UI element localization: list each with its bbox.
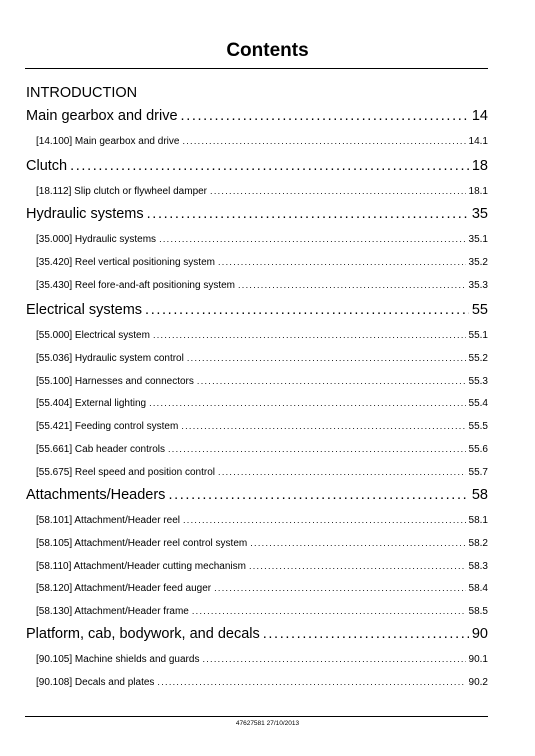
section-page-number: 58.4 (468, 583, 488, 595)
section-title: [58.110] Attachment/Header cutting mechanism (36, 560, 246, 572)
bottom-rule (25, 716, 488, 717)
section-page-number: 55.4 (468, 398, 488, 410)
dot-leader (183, 515, 466, 526)
toc-chapter-entry[interactable] (26, 626, 488, 646)
dot-leader (218, 467, 466, 478)
toc-section-entry[interactable] (26, 186, 488, 200)
toc-chapter-entry[interactable] (26, 302, 488, 322)
toc-chapter-entry[interactable] (26, 206, 488, 226)
toc-section-entry[interactable] (26, 330, 488, 344)
chapter-title: Hydraulic systems (26, 206, 144, 222)
toc-section-entry[interactable] (26, 257, 488, 271)
intro-heading: INTRODUCTION (26, 85, 138, 101)
toc-section-entry[interactable] (26, 561, 488, 575)
dot-leader (168, 444, 466, 455)
chapter-page-number: 55 (471, 302, 488, 318)
section-page-number: 55.6 (468, 444, 488, 455)
dot-leader (157, 677, 465, 688)
dot-leader (249, 561, 466, 572)
section-title: [55.404] External lighting (36, 398, 147, 410)
dot-leader (149, 398, 465, 409)
section-title: [55.100] Harnesses and connectors (36, 375, 194, 387)
toc-section-entry[interactable] (26, 467, 488, 481)
toc-chapter-entry[interactable] (26, 108, 488, 128)
section-page-number: 55.7 (468, 466, 488, 478)
chapter-page-number: 58 (471, 487, 488, 503)
section-page-number: 35.3 (468, 279, 488, 291)
chapter-page-number: 35 (471, 206, 488, 222)
section-title: [90.105] Machine shields and guards (36, 654, 200, 665)
section-title: [90.108] Decals and plates (36, 676, 155, 688)
dot-leader (238, 280, 466, 291)
dot-leader (197, 376, 466, 387)
section-page-number: 18.1 (468, 186, 488, 197)
toc-section-entry[interactable] (26, 398, 488, 412)
dot-leader (147, 206, 469, 222)
section-page-number: 55.2 (468, 352, 488, 364)
section-page-number: 58.2 (468, 537, 488, 549)
toc-section-entry[interactable] (26, 654, 488, 668)
dot-leader (202, 654, 465, 665)
section-page-number: 90.1 (468, 654, 488, 665)
toc-chapter-entry[interactable] (26, 487, 488, 507)
toc-section-entry[interactable] (26, 538, 488, 552)
chapter-title: Electrical systems (26, 302, 143, 318)
chapter-title: Attachments/Headers (26, 487, 166, 503)
section-page-number: 55.5 (468, 421, 488, 433)
section-page-number: 58.3 (468, 560, 488, 572)
section-page-number: 55.3 (468, 375, 488, 387)
dot-leader (182, 136, 465, 147)
section-page-number: 58.1 (468, 515, 488, 526)
toc-section-entry[interactable] (26, 444, 488, 458)
chapter-title: Clutch (26, 158, 68, 174)
dot-leader (218, 257, 466, 268)
toc-section-entry[interactable] (26, 136, 488, 150)
dot-leader (192, 606, 466, 617)
toc-section-entry[interactable] (26, 376, 488, 390)
top-rule (25, 68, 488, 69)
toc-section-entry[interactable] (26, 280, 488, 294)
section-page-number: 58.5 (468, 606, 488, 618)
dot-leader (159, 234, 465, 245)
section-page-number: 35.2 (468, 256, 488, 268)
section-title: [14.100] Main gearbox and drive (36, 136, 180, 147)
chapter-page-number: 90 (471, 626, 488, 642)
chapter-title: Main gearbox and drive (26, 108, 178, 124)
dot-leader (187, 353, 466, 364)
section-title: [35.420] Reel vertical positioning system (36, 256, 215, 268)
dot-leader (181, 421, 465, 432)
toc-section-entry[interactable] (26, 606, 488, 620)
dot-leader (70, 158, 469, 174)
dot-leader (181, 108, 469, 124)
chapter-title: Platform, cab, bodywork, and decals (26, 626, 260, 642)
section-title: [55.661] Cab header controls (36, 444, 165, 455)
toc-section-entry[interactable] (26, 677, 488, 691)
section-title: [58.105] Attachment/Header reel control system (36, 537, 248, 549)
section-title: [55.036] Hydraulic system control (36, 352, 184, 364)
section-title: [58.120] Attachment/Header feed auger (36, 583, 212, 595)
dot-leader (214, 583, 465, 594)
toc-section-entry[interactable] (26, 515, 488, 529)
chapter-page-number: 18 (471, 158, 488, 174)
section-page-number: 90.2 (468, 676, 488, 688)
page-title: Contents (226, 40, 309, 61)
toc-section-entry[interactable] (26, 234, 488, 248)
section-page-number: 35.1 (468, 234, 488, 245)
toc-chapter-entry[interactable] (26, 158, 488, 178)
dot-leader (145, 302, 469, 318)
dot-leader (263, 626, 469, 642)
section-title: [18.112] Slip clutch or flywheel damper (36, 186, 208, 197)
section-title: [55.000] Electrical system (36, 330, 150, 341)
section-title: [55.421] Feeding control system (36, 421, 179, 433)
toc-section-entry[interactable] (26, 353, 488, 367)
section-page-number: 55.1 (468, 330, 488, 341)
chapter-page-number: 14 (471, 108, 488, 124)
section-page-number: 14.1 (468, 136, 488, 147)
section-title: [55.675] Reel speed and position control (36, 466, 216, 478)
section-title: [35.430] Reel fore-and-aft positioning system (36, 279, 235, 291)
dot-leader (210, 186, 466, 197)
toc-section-entry[interactable] (26, 421, 488, 435)
dot-leader (250, 538, 465, 549)
dot-leader (168, 487, 468, 503)
dot-leader (153, 330, 466, 341)
toc-section-entry[interactable] (26, 583, 488, 597)
section-title: [35.000] Hydraulic systems (36, 234, 157, 245)
section-title: [58.130] Attachment/Header frame (36, 606, 189, 618)
section-title: [58.101] Attachment/Header reel (36, 515, 180, 526)
footer-doc-id: 47627581 27/10/2013 (235, 720, 300, 727)
